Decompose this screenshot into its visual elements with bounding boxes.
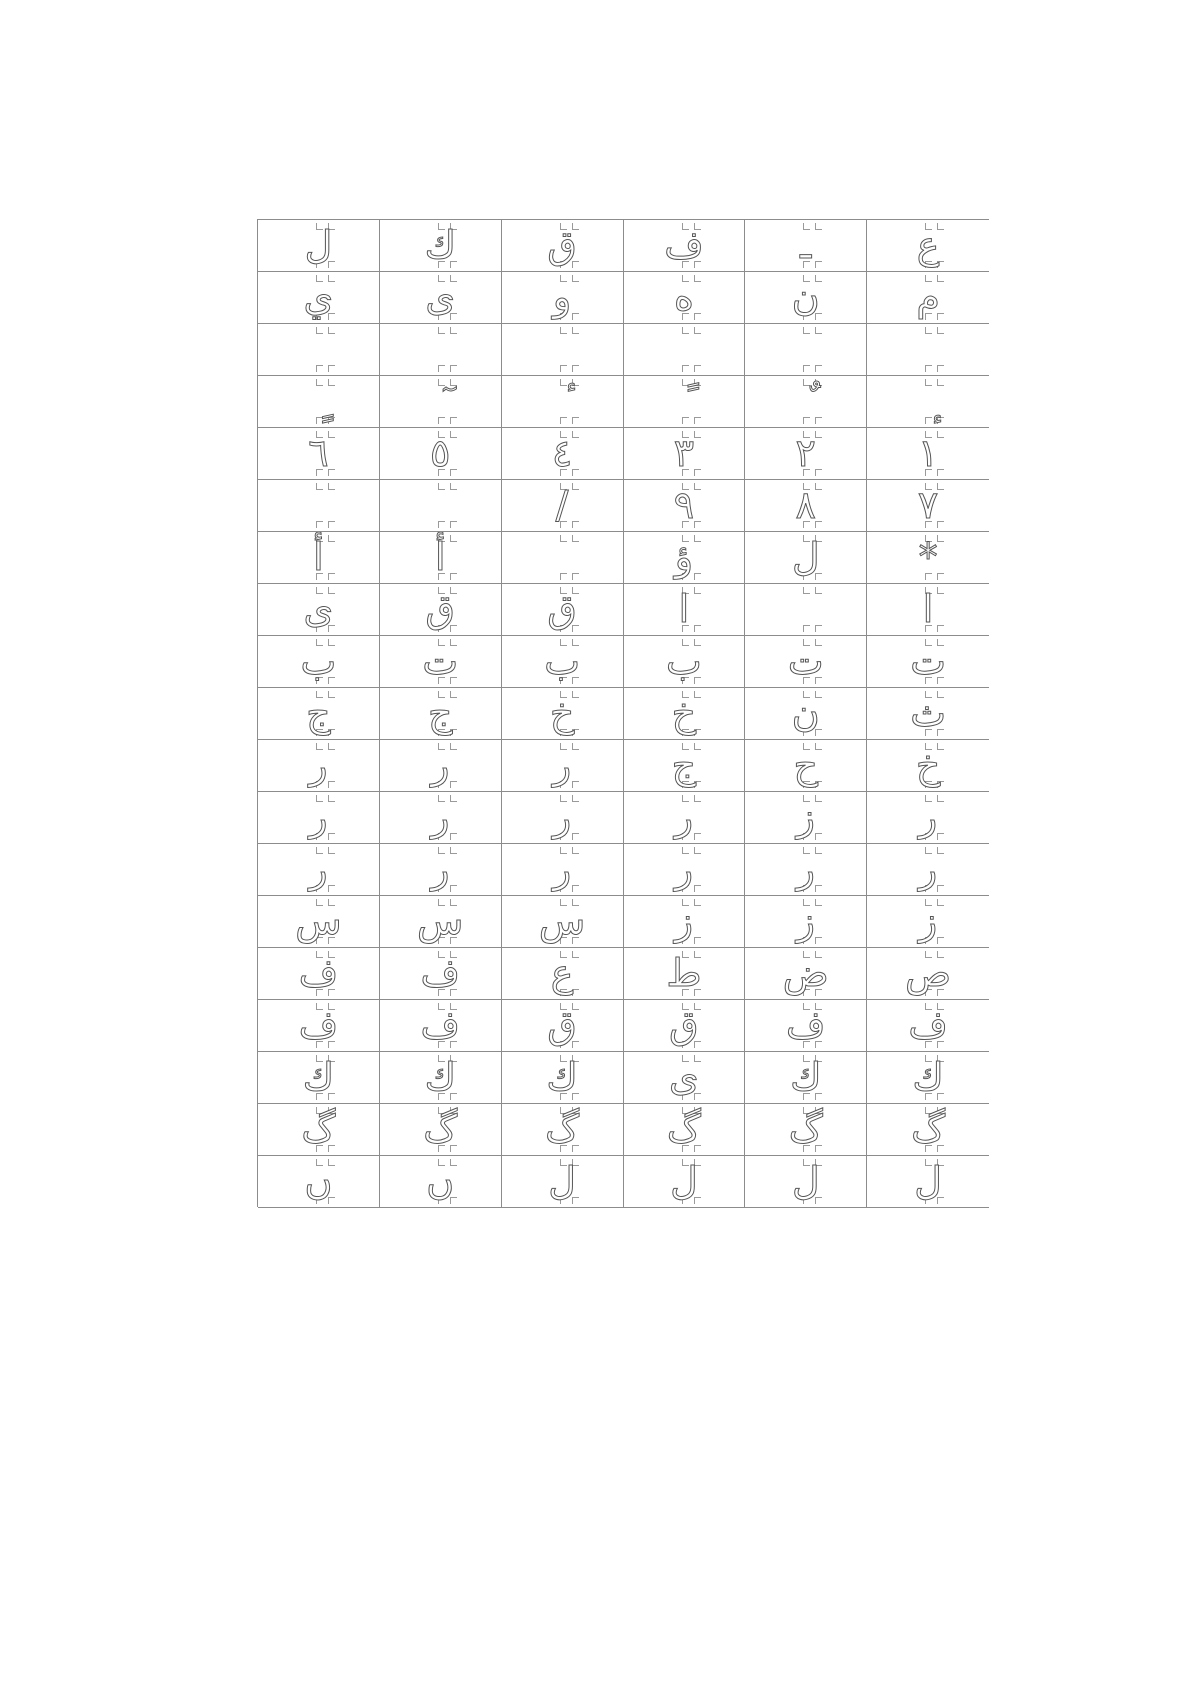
glyph-cell <box>380 740 502 792</box>
glyph-character: ر <box>918 846 938 891</box>
glyph-cell <box>502 220 624 272</box>
glyph-cell <box>624 948 746 1000</box>
glyph-cell <box>867 272 989 324</box>
glyph-character: ف <box>298 950 339 995</box>
glyph-character: و <box>552 274 572 319</box>
glyph-character: ث <box>910 690 946 735</box>
glyph-cell <box>624 1000 746 1052</box>
glyph-cell <box>867 376 989 428</box>
guide-mark <box>803 327 810 334</box>
glyph-cell <box>745 688 867 740</box>
glyph-cell <box>624 272 746 324</box>
glyph-character: ز <box>796 794 815 839</box>
glyph-cell <box>380 896 502 948</box>
guide-mark <box>572 327 579 334</box>
glyph-character: ر <box>796 846 815 891</box>
glyph-cell <box>502 480 624 532</box>
guide-mark <box>438 365 445 372</box>
glyph-character: ي <box>303 274 334 319</box>
glyph-cell <box>380 1156 502 1208</box>
glyph-cell <box>745 480 867 532</box>
glyph-cell <box>258 324 380 376</box>
glyph-cell <box>380 792 502 844</box>
glyph-cell <box>867 636 989 688</box>
guide-mark <box>438 483 445 490</box>
glyph-character: ت <box>910 638 946 683</box>
guide-mark <box>560 365 567 372</box>
glyph-character: ٣ <box>673 430 695 475</box>
glyph-cell <box>745 584 867 636</box>
glyph-cell <box>624 428 746 480</box>
guide-mark <box>438 521 445 528</box>
guide-mark <box>450 483 457 490</box>
glyph-character: ك <box>546 1054 578 1099</box>
glyph-cell <box>258 1000 380 1052</box>
guide-mark <box>815 625 822 632</box>
glyph-character: خ <box>549 690 575 735</box>
guide-mark <box>815 365 822 372</box>
glyph-cell <box>867 792 989 844</box>
guide-mark <box>560 327 567 334</box>
guide-mark <box>925 365 932 372</box>
glyph-cell <box>258 844 380 896</box>
glyph-cell <box>258 636 380 688</box>
glyph-character: ت <box>422 638 459 683</box>
glyph-cell <box>867 1000 989 1052</box>
glyph-cell <box>380 272 502 324</box>
glyph-cell <box>258 896 380 948</box>
glyph-character: ط <box>666 950 702 995</box>
glyph-character: ف <box>420 1002 460 1047</box>
guide-mark <box>572 573 579 580</box>
glyph-character: ر <box>552 846 572 891</box>
glyph-character: ه <box>673 274 694 319</box>
glyph-character: ـ <box>800 222 812 267</box>
glyph-cell <box>745 1156 867 1208</box>
glyph-cell <box>745 376 867 428</box>
glyph-character: ر <box>309 846 328 891</box>
glyph-cell <box>502 1000 624 1052</box>
glyph-character: س <box>295 898 342 943</box>
glyph-character: ق <box>669 1002 699 1047</box>
glyph-character: ق <box>425 586 455 631</box>
glyph-character: س <box>417 898 464 943</box>
glyph-character: ت <box>787 638 824 683</box>
guide-mark <box>572 365 579 372</box>
glyph-character <box>502 382 623 420</box>
glyph-character: ل <box>304 222 333 267</box>
guide-mark <box>328 521 335 528</box>
glyph-character: خ <box>915 742 941 787</box>
glyph-character: ق <box>547 222 577 267</box>
glyph-character: ز <box>674 898 694 943</box>
glyph-character: ى <box>425 274 456 319</box>
guide-mark <box>694 365 701 372</box>
glyph-cell <box>867 948 989 1000</box>
glyph-character: ى <box>303 586 334 631</box>
guide-mark <box>572 535 579 542</box>
glyph-cell <box>502 1104 624 1156</box>
glyph-cell <box>867 532 989 584</box>
glyph-character: ا <box>678 586 690 631</box>
glyph-cell <box>502 740 624 792</box>
glyph-character: ق <box>547 1002 577 1047</box>
glyph-cell <box>745 792 867 844</box>
glyph-cell <box>624 220 746 272</box>
glyph-cell <box>258 376 380 428</box>
guide-mark <box>328 365 335 372</box>
glyph-cell <box>380 948 502 1000</box>
glyph-character: ر <box>552 742 572 787</box>
glyph-cell <box>258 584 380 636</box>
glyph-character: ع <box>550 950 574 995</box>
glyph-character: ب <box>300 638 337 683</box>
glyph-cell <box>624 480 746 532</box>
glyph-character: ر <box>431 794 450 839</box>
glyph-cell <box>867 220 989 272</box>
glyph-character: ا <box>922 586 934 631</box>
glyph-cell <box>502 636 624 688</box>
glyph-cell <box>380 844 502 896</box>
glyph-character: ر <box>309 794 328 839</box>
glyph-cell <box>745 636 867 688</box>
glyph-cell <box>502 688 624 740</box>
glyph-character: ح <box>793 742 818 787</box>
glyph-cell <box>624 532 746 584</box>
glyph-character: ل <box>548 1158 576 1203</box>
glyph-cell <box>745 1104 867 1156</box>
glyph-character: ر <box>431 742 450 787</box>
glyph-character: ج <box>671 742 697 787</box>
glyph-character: ں <box>426 1158 455 1203</box>
glyph-cell <box>258 220 380 272</box>
glyph-cell <box>867 584 989 636</box>
glyph-cell <box>502 896 624 948</box>
glyph-cell <box>380 1000 502 1052</box>
glyph-character: ب <box>666 638 702 683</box>
glyph-cell <box>258 740 380 792</box>
glyph-character: ك <box>302 1054 335 1099</box>
glyph-character: ض <box>782 950 829 995</box>
glyph-character: ك <box>790 1054 822 1099</box>
glyph-cell <box>258 428 380 480</box>
guide-mark <box>450 365 457 372</box>
glyph-cell <box>502 844 624 896</box>
glyph-character: ك <box>912 1054 944 1099</box>
glyph-character: ٥ <box>430 430 451 475</box>
glyph-character: ى <box>669 1054 699 1099</box>
glyph-character: ع <box>916 222 940 267</box>
guide-mark <box>937 327 944 334</box>
glyph-cell <box>502 1052 624 1104</box>
glyph-character <box>745 382 866 420</box>
glyph-cell <box>380 532 502 584</box>
glyph-character: ر <box>674 794 694 839</box>
glyph-cell <box>867 688 989 740</box>
glyph-cell <box>380 688 502 740</box>
guide-mark <box>803 625 810 632</box>
glyph-character <box>867 382 989 420</box>
glyph-cell <box>867 428 989 480</box>
glyph-cell <box>745 1052 867 1104</box>
glyph-character: ز <box>918 898 938 943</box>
glyph-character: ن <box>791 274 820 319</box>
glyph-cell <box>745 740 867 792</box>
glyph-character: ز <box>796 898 815 943</box>
glyph-cell <box>380 480 502 532</box>
glyph-character: س <box>538 898 586 943</box>
guide-mark <box>438 327 445 334</box>
glyph-character: گ <box>666 1106 701 1151</box>
glyph-character: ج <box>306 690 331 735</box>
glyph-character: ل <box>791 534 820 579</box>
glyph-grid <box>257 219 989 1207</box>
glyph-character: ك <box>424 222 456 267</box>
glyph-cell <box>624 792 746 844</box>
glyph-cell <box>258 1104 380 1156</box>
glyph-character: ر <box>674 846 694 891</box>
glyph-cell <box>502 324 624 376</box>
glyph-cell <box>380 584 502 636</box>
glyph-cell <box>624 688 746 740</box>
guide-mark <box>937 365 944 372</box>
glyph-character: ٦ <box>308 430 329 475</box>
glyph-cell <box>745 896 867 948</box>
guide-mark <box>694 327 701 334</box>
glyph-cell <box>502 948 624 1000</box>
glyph-character: ن <box>791 690 820 735</box>
guide-mark <box>328 327 335 334</box>
glyph-character: ر <box>918 794 938 839</box>
glyph-cell <box>258 1052 380 1104</box>
glyph-cell <box>867 324 989 376</box>
guide-mark <box>803 365 810 372</box>
guide-mark <box>450 521 457 528</box>
glyph-character: ر <box>431 846 450 891</box>
glyph-character: ل <box>670 1158 698 1203</box>
glyph-cell <box>380 1104 502 1156</box>
glyph-character: ٤ <box>551 430 573 475</box>
guide-mark <box>815 327 822 334</box>
guide-mark <box>316 327 323 334</box>
glyph-cell <box>867 896 989 948</box>
glyph-cell <box>502 272 624 324</box>
glyph-cell <box>745 1000 867 1052</box>
glyph-character: ؤ <box>674 534 694 579</box>
glyph-cell <box>867 1052 989 1104</box>
glyph-character: ٨ <box>795 482 816 527</box>
glyph-character: ف <box>420 950 460 995</box>
glyph-character: ٧ <box>917 482 939 527</box>
glyph-cell <box>624 636 746 688</box>
glyph-cell <box>867 1104 989 1156</box>
glyph-cell <box>502 584 624 636</box>
glyph-cell <box>867 844 989 896</box>
glyph-character: أ <box>434 534 446 579</box>
glyph-cell <box>745 324 867 376</box>
guide-mark <box>560 535 567 542</box>
glyph-cell <box>624 1104 746 1156</box>
glyph-cell <box>380 428 502 480</box>
glyph-character: ل <box>914 1158 942 1203</box>
glyph-character: گ <box>301 1106 336 1151</box>
glyph-cell <box>745 844 867 896</box>
glyph-character <box>258 382 379 420</box>
glyph-cell <box>745 272 867 324</box>
glyph-cell <box>258 948 380 1000</box>
glyph-cell <box>380 376 502 428</box>
glyph-character: أ <box>313 534 324 579</box>
glyph-character: ف <box>786 1002 826 1047</box>
glyph-cell <box>502 532 624 584</box>
glyph-character: ر <box>309 742 328 787</box>
glyph-cell <box>624 896 746 948</box>
glyph-cell <box>380 636 502 688</box>
glyph-cell <box>624 376 746 428</box>
glyph-cell <box>624 844 746 896</box>
guide-mark <box>316 521 323 528</box>
guide-mark <box>803 587 810 594</box>
glyph-cell <box>624 324 746 376</box>
glyph-character: گ <box>423 1106 458 1151</box>
glyph-cell <box>502 1156 624 1208</box>
glyph-character: گ <box>545 1106 580 1151</box>
glyph-cell <box>745 220 867 272</box>
glyph-cell <box>624 584 746 636</box>
glyph-character: ج <box>427 690 453 735</box>
glyph-character: ر <box>552 794 572 839</box>
guide-mark <box>316 365 323 372</box>
glyph-character: ف <box>908 1002 948 1047</box>
glyph-character <box>380 382 501 420</box>
glyph-character: ١ <box>917 430 939 475</box>
glyph-cell <box>867 740 989 792</box>
glyph-character: م <box>916 274 940 319</box>
guide-mark <box>328 483 335 490</box>
glyph-character: ل <box>791 1158 820 1203</box>
glyph-cell <box>867 480 989 532</box>
glyph-character <box>624 382 745 420</box>
glyph-cell <box>258 1156 380 1208</box>
glyph-character: ب <box>544 638 580 683</box>
guide-mark <box>815 587 822 594</box>
guide-mark <box>560 573 567 580</box>
glyph-character: ص <box>905 950 952 995</box>
glyph-cell <box>624 1052 746 1104</box>
glyph-cell <box>502 376 624 428</box>
glyph-cell <box>745 532 867 584</box>
glyph-cell <box>624 1156 746 1208</box>
glyph-character: ف <box>298 1002 339 1047</box>
glyph-cell <box>258 532 380 584</box>
glyph-character: / <box>555 482 569 527</box>
glyph-cell <box>380 1052 502 1104</box>
glyph-cell <box>258 272 380 324</box>
glyph-character: ك <box>424 1054 456 1099</box>
glyph-cell <box>745 948 867 1000</box>
glyph-cell <box>745 428 867 480</box>
glyph-character: گ <box>911 1106 946 1151</box>
glyph-cell <box>502 792 624 844</box>
glyph-character: خ <box>671 690 697 735</box>
glyph-cell <box>258 688 380 740</box>
guide-mark <box>450 327 457 334</box>
glyph-cell <box>258 480 380 532</box>
glyph-character: گ <box>788 1106 823 1151</box>
glyph-cell <box>867 1156 989 1208</box>
glyph-cell <box>624 740 746 792</box>
guide-mark <box>682 327 689 334</box>
glyph-character: ٢ <box>795 430 816 475</box>
guide-mark <box>682 365 689 372</box>
glyph-character: ق <box>547 586 577 631</box>
guide-mark <box>925 327 932 334</box>
glyph-cell <box>502 428 624 480</box>
glyph-character: * <box>918 534 938 579</box>
glyph-character: ں <box>304 1158 333 1203</box>
glyph-cell <box>380 324 502 376</box>
glyph-cell <box>380 220 502 272</box>
guide-mark <box>316 483 323 490</box>
glyph-character: ف <box>664 222 704 267</box>
glyph-character: ٩ <box>673 482 695 527</box>
glyph-cell <box>258 792 380 844</box>
